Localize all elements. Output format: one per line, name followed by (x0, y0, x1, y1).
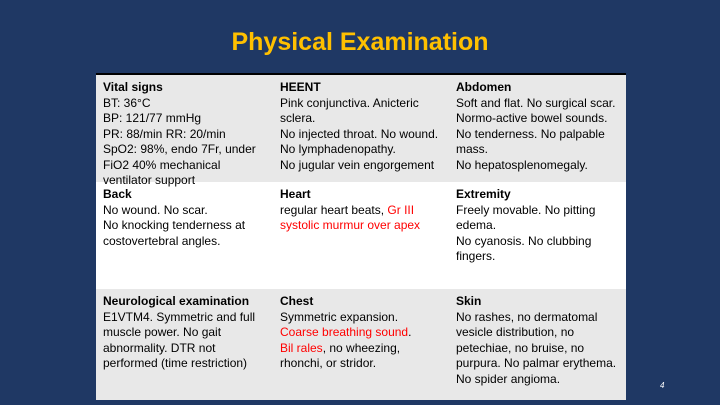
cell-heading: Abdomen (456, 80, 512, 94)
cell-heading: Neurological examination (103, 294, 250, 308)
cell-heading: Vital signs (103, 80, 163, 94)
cell-heading: HEENT (280, 80, 321, 94)
cell-line (280, 203, 445, 219)
cell-vital-signs (96, 75, 273, 187)
cell-line: Normo-active bowel sounds. (456, 111, 608, 125)
cell-heading: Extremity (456, 187, 511, 201)
cell-line: ventilator support (103, 173, 196, 187)
cell-line: Pink conjunctiva. Anicteric (280, 95, 419, 110)
cell-line: No injected throat. No wound. (280, 126, 439, 141)
cell-line: performed (time restriction) (103, 356, 248, 370)
cell-line: Symmetric expansion. (280, 309, 399, 324)
cell-line: muscle power. No gait (103, 325, 222, 339)
cell-chest (273, 289, 449, 400)
cell-line (280, 341, 445, 357)
table-row (96, 182, 626, 289)
heart-murmur-grade: Gr III (387, 202, 415, 217)
cell-heading: Skin (456, 294, 482, 308)
cell-line: sclera. (280, 111, 316, 125)
cell-line: No cyanosis. No clubbing (456, 233, 592, 248)
cell-extremity (449, 182, 626, 289)
cell-line: petechiae, no bruise, no (456, 340, 585, 355)
cell-heading: Heart (280, 187, 311, 201)
cell-line: SpO2: 98%, endo 7Fr, under (103, 142, 256, 156)
cell-line: No tenderness. No palpable (456, 126, 605, 141)
cell-line: No rashes, no dermatomal (456, 309, 598, 324)
cell-heading: Chest (280, 294, 314, 308)
cell-line: FiO2 40% mechanical (103, 157, 221, 172)
cell-line: Soft and flat. No surgical scar. (456, 95, 616, 110)
cell-neurological (96, 289, 273, 400)
cell-skin (449, 289, 626, 400)
cell-heent (273, 75, 449, 182)
cell-line (280, 325, 445, 341)
exam-table (96, 73, 626, 400)
chest-text: . (408, 325, 412, 339)
cell-line: No lymphadenopathy. (280, 142, 396, 156)
cell-line: PR: 88/min RR: 20/min (103, 126, 226, 141)
table-row (96, 289, 626, 400)
cell-heading: Back (103, 187, 132, 201)
table-row (96, 75, 626, 187)
cell-line: E1VTM4. Symmetric and full (103, 309, 256, 324)
slide-title: Physical Examination (231, 28, 489, 56)
cell-line: No hepatosplenomegaly. (456, 157, 588, 172)
heart-text: regular heart beats, (280, 202, 388, 217)
cell-line: purpura. No palmar erythema. (456, 356, 617, 370)
cell-line: mass. (456, 142, 489, 156)
cell-line: No wound. No scar. (103, 202, 208, 217)
cell-line: abnormality. DTR not (103, 340, 216, 355)
cell-line: Freely movable. No pitting (456, 202, 596, 217)
cell-heart (273, 182, 449, 289)
cell-line: vesicle distribution, no (456, 325, 575, 339)
page-number: 4 (660, 381, 665, 390)
chest-text: , no wheezing, (322, 340, 401, 355)
cell-line: No spider angioma. (456, 371, 561, 386)
chest-rales: Bil rales (280, 340, 323, 355)
heart-murmur-description: systolic murmur over apex (280, 218, 421, 232)
cell-line: rhonchi, or stridor. (280, 356, 377, 370)
cell-line: edema. (456, 218, 497, 232)
cell-line: fingers. (456, 249, 496, 263)
cell-line: BT: 36°C (103, 95, 151, 110)
cell-line: No jugular vein engorgement (280, 157, 435, 172)
cell-back (96, 182, 273, 289)
cell-abdomen (449, 75, 626, 182)
chest-breathing-sound: Coarse breathing sound (280, 325, 409, 339)
cell-line: costovertebral angles. (103, 233, 221, 248)
cell-line: No knocking tenderness at (103, 218, 246, 232)
cell-line: BP: 121/77 mmHg (103, 111, 202, 125)
